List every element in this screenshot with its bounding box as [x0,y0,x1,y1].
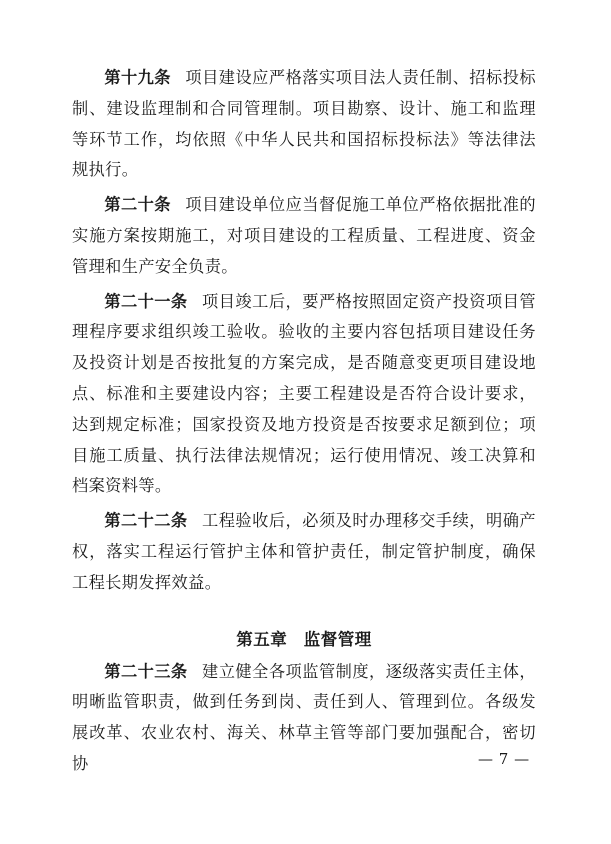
document-body [72,63,536,784]
chapter-title: 监督管理 [303,629,372,649]
article-text: 工程验收后，必须及时办理移交手续，明确产权，落实工程运行管护主体和管护责任，制定管护制度，确保工程长期发挥效益。 [72,511,536,592]
article-text: 建立健全各项监管制度，逐级落实责任主体，明晰监管职责，做到任务到岗、责任到人、管理到位。各级发展改革、农业农村、海关、林草主管等部门要加强配合，密切协 [72,661,536,773]
article-number: 第十九条 [104,68,171,87]
article-number: 第二十三条 [104,661,188,681]
page-number: — 7 — [478,750,530,768]
article-text: 项目建设单位应当督促施工单位严格依据批准的实施方案按期施工，对项目建设的工程质量、工程进度、资金管理和生产安全负责。 [72,195,536,276]
chapter-heading [72,625,536,655]
article-20 [72,190,536,282]
article-text: 项目竣工后，要严格按照固定资产投资项目管理程序要求组织竣工验收。验收的主要内容包括项目建设任务及投资计划是否按批复的方案完成，是否随意变更项目建设地点、标准和主要建设内容；主要工程建设是否符合设计要求，达到规定标准；国家投资及地方投资是否按要求足额到位；项目施工质量、执行法律法规情况；运行使用情况、竣工决算和档案资料等。 [72,291,536,496]
article-number: 第二十条 [104,195,171,215]
article-22 [72,506,536,598]
article-text: 项目建设应严格落实项目法人责任制、招标投标制、建设监理制和合同管理制。项目勘察、设计、施工和监理等环节工作，均依照《中华人民共和国招标投标法》等法律法规执行。 [72,68,536,180]
article-number: 第二十二条 [104,511,188,531]
article-21 [72,287,536,503]
chapter-number: 第五章 [236,629,288,649]
article-23 [72,657,536,780]
article-number: 第二十一条 [104,291,188,311]
article-19 [72,63,536,186]
